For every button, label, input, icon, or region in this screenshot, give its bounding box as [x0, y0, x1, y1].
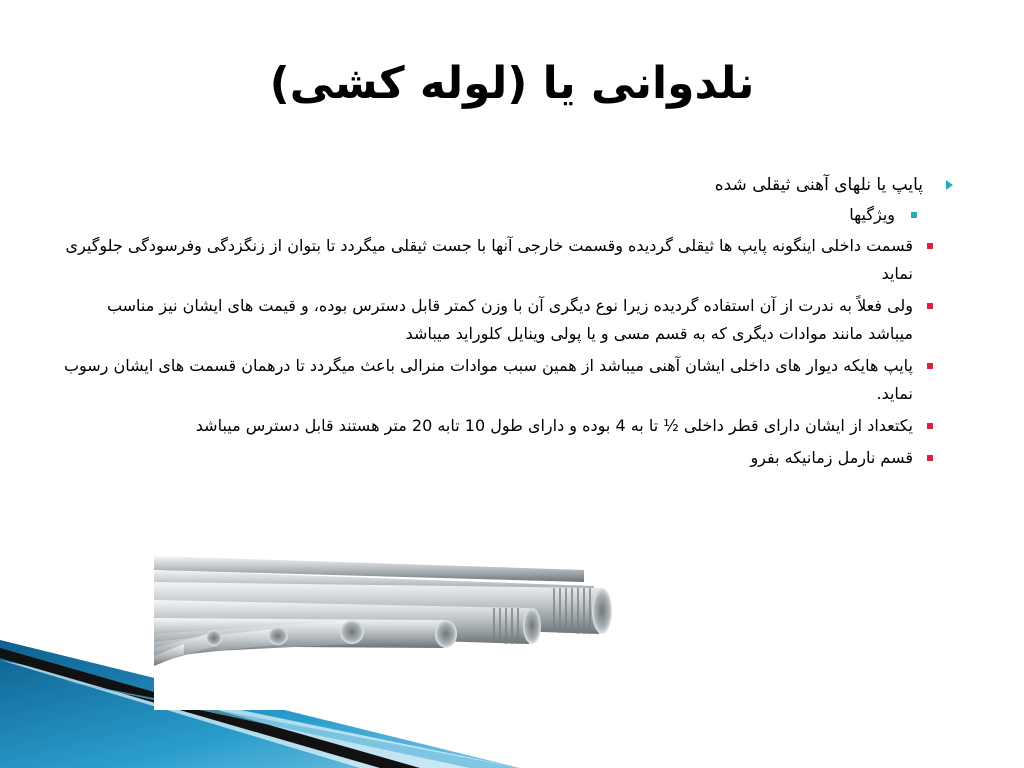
bullet-level3-text: قسمت داخلی اینگونه پایپ ها ثیقلی گردیده وقسمت خارجی آنها با جست ثیقلی میگردد تا بتوان از زنگزدگی وفرسودگی جلوگیری نماید [65, 236, 913, 283]
bullet-level3-item [60, 412, 935, 440]
square-bullet-icon [927, 303, 933, 309]
bullet-level3-item [60, 292, 935, 348]
bullet-level1 [60, 172, 935, 198]
bullet-level3-text: قسم نارمل زمانیکه بفرو [750, 448, 913, 467]
bullet-level2 [60, 202, 935, 228]
bullet-level3-text: ولی فعلاً به ندرت از آن استفاده گردیده زیرا نوع دیگری آن با وزن کمتر قابل دسترس بوده، و قیمت های ایشان نیز مناسب میباشد مانند موادات دیگری که به قسم مسی و یا پولی وینایل کلوراید میباشد [106, 296, 913, 343]
bullet-level3-item [60, 352, 935, 408]
triangle-bullet-icon [946, 180, 953, 190]
slide-title: نلدوانی یا (لوله کشی) [269, 58, 755, 109]
bullet-level1-text: پایپ یا نلهای آهنی ثیقلی شده [714, 175, 923, 195]
bullet-level3-text: یکتعداد از ایشان دارای قطر داخلی ½ تا به 4 بوده و دارای طول 10 تابه 20 متر هستند قابل دسترس میباشد [195, 416, 913, 435]
bullet-level3-item [693, 444, 935, 472]
pipes-photo [154, 548, 634, 710]
bullet-content [60, 172, 935, 476]
square-bullet-icon [927, 455, 933, 461]
square-bullet-icon [927, 243, 933, 249]
square-bullet-icon [927, 363, 933, 369]
square-bullet-icon [911, 212, 917, 218]
square-bullet-icon [927, 423, 933, 429]
bullet-level3-text: پایپ هایکه دیوار های داخلی ایشان آهنی میباشد از همین سبب موادات منرالی باعث میگردد تا درهمان قسمت های ایشان رسوب نماید. [63, 356, 913, 403]
bullet-level2-text: ویژگیها [849, 205, 895, 224]
bullet-level3-item [60, 232, 935, 288]
